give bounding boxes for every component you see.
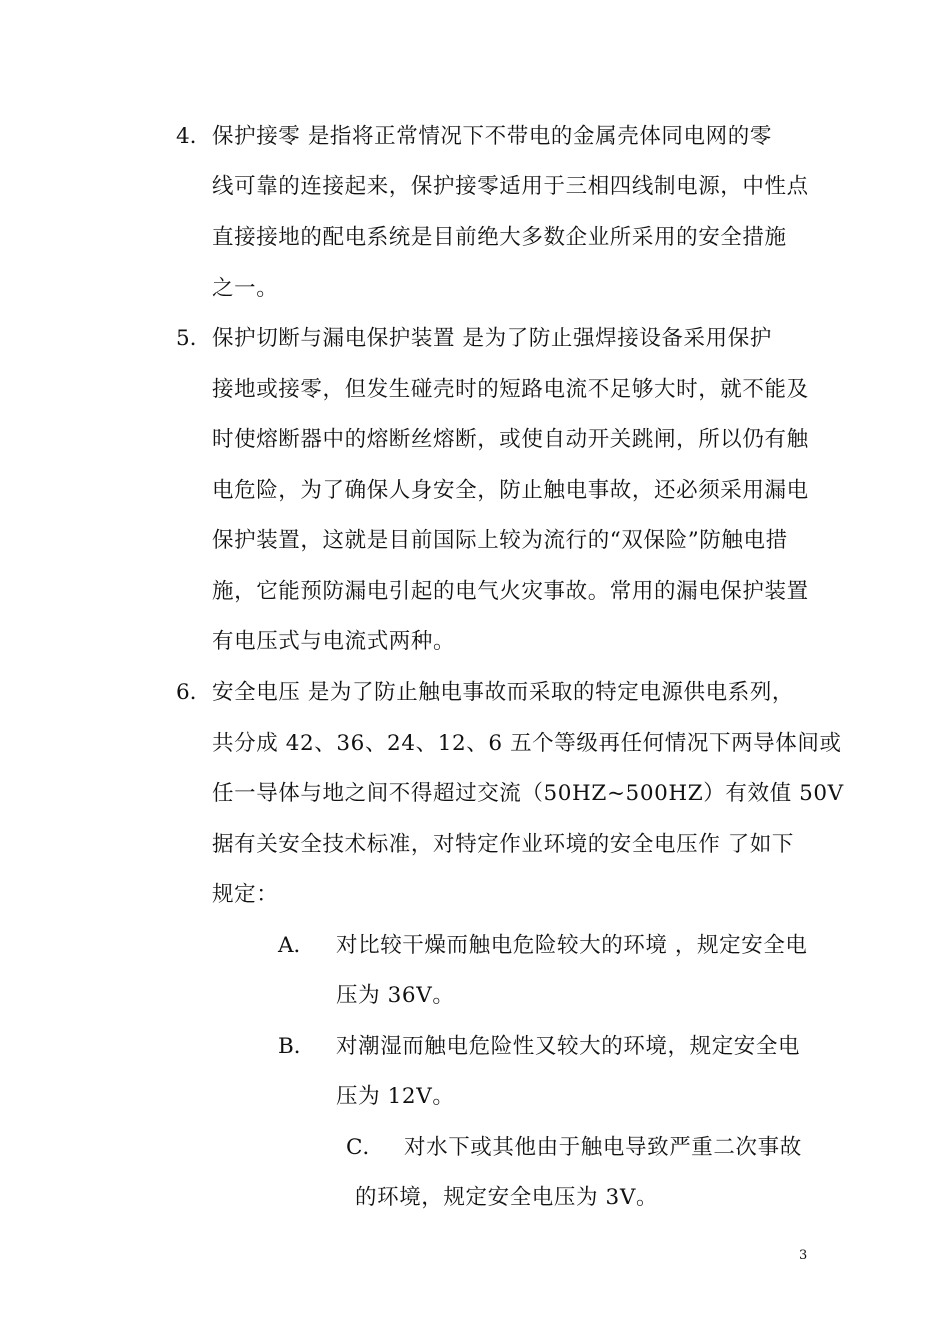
subitem-b-line-1: 对潮湿而触电危险性又较大的环境，规定安全电: [336, 1034, 801, 1059]
subitem-a-line-1: 对比较干燥而触电危险较大的环境 ，规定安全电: [336, 933, 808, 958]
item-5-line-1: 保护切断与漏电保护装置 是为了防止强焊接设备采用保护: [212, 326, 772, 351]
item-5-line-7: 有电压式与电流式两种。: [212, 629, 456, 654]
item-5-line-6: 施，它能预防漏电引起的电气火灾事故。常用的漏电保护装置: [212, 579, 809, 604]
item-5-line-4: 电危险，为了确保人身安全，防止触电事故，还必须采用漏电: [212, 478, 809, 503]
subitem-c-letter: C．: [346, 1135, 384, 1160]
subitem-a-letter: A．: [278, 933, 316, 958]
subitem-c-line-1: 对水下或其他由于触电导致严重二次事故: [404, 1135, 802, 1160]
item-5-number: 5.: [176, 326, 197, 351]
subitem-c-line-2: 的环境，规定安全电压为 3V。: [355, 1185, 659, 1210]
item-4-line-3: 直接接地的配电系统是目前绝大多数企业所采用的安全措施: [212, 225, 787, 250]
item-4-line-2: 线可靠的连接起来，保护接零适用于三相四线制电源，中性点: [212, 174, 809, 199]
item-5-line-5: 保护装置，这就是目前国际上较为流行的“双保险”防触电措: [212, 528, 788, 553]
item-6-line-1: 安全电压 是为了防止触电事故而采取的特定电源供电系列，: [212, 680, 795, 705]
item-4-line-1: 保护接零 是指将正常情况下不带电的金属壳体同电网的零: [212, 124, 772, 149]
page-number: 3: [799, 1248, 808, 1263]
item-6-number: 6.: [176, 680, 197, 705]
item-5-line-2: 接地或接零，但发生碰壳时的短路电流不足够大时，就不能及: [212, 377, 809, 402]
subitem-a-line-2: 压为 36V。: [336, 983, 455, 1008]
item-6-line-5: 规定：: [212, 882, 279, 907]
item-6-line-2: 共分成 42、36、24、12、6 五个等级再任何情况下两导体间或: [212, 731, 842, 756]
subitem-b-line-2: 压为 12V。: [336, 1084, 455, 1109]
subitem-b-letter: B．: [278, 1034, 316, 1059]
item-4-number: 4.: [176, 124, 197, 149]
item-6-line-3: 任一导体与地之间不得超过交流（50HZ~500HZ）有效值 50V: [212, 781, 844, 806]
item-4-line-4: 之一。: [212, 276, 279, 301]
item-5-line-3: 时使熔断器中的熔断丝熔断，或使自动开关跳闸，所以仍有触: [212, 427, 809, 452]
item-6-line-4: 据有关安全技术标准，对特定作业环境的安全电压作 了如下: [212, 832, 795, 857]
